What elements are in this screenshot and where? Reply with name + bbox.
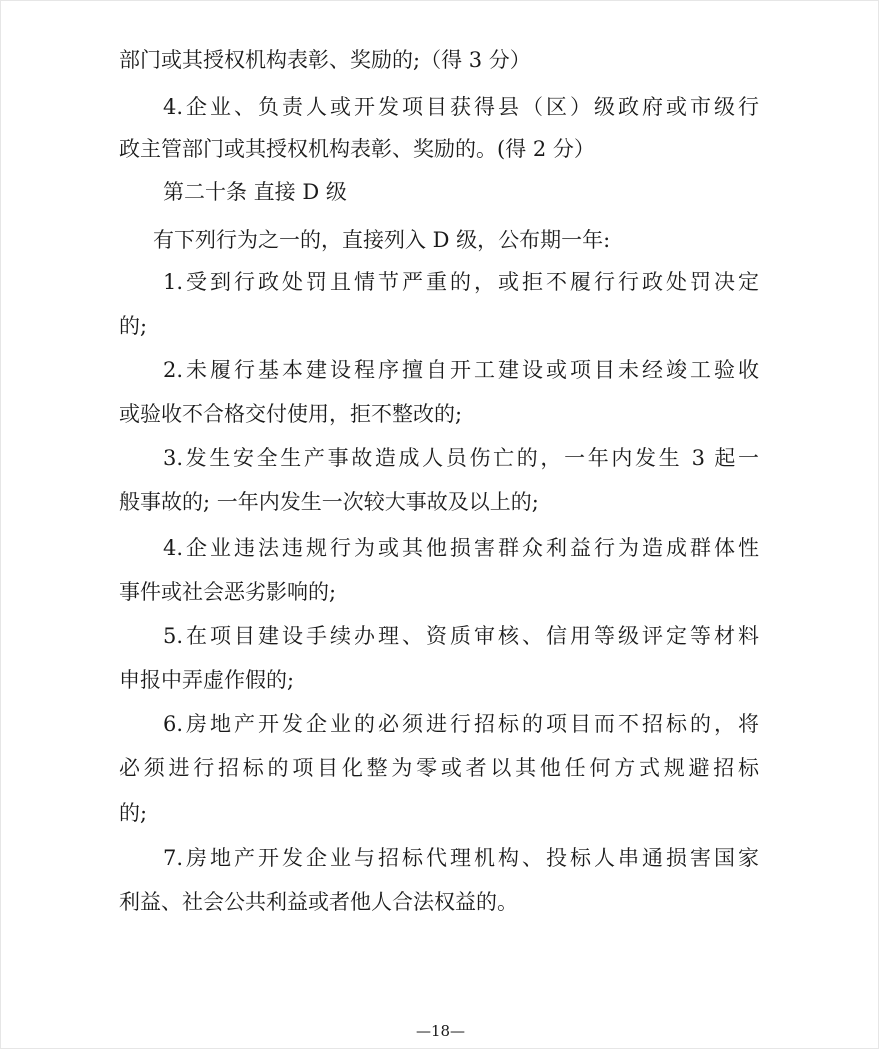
text-line: 6.房地产开发企业的必须进行招标的项目而不招标的，将 (163, 712, 759, 736)
text-line: 般事故的; 一年内发生一次较大事故及以上的; (119, 490, 539, 514)
page-number: —18— (415, 1022, 466, 1040)
text-line: 事件或社会恶劣影响的; (119, 580, 337, 604)
text-line: 利益、社会公共利益或者他人合法权益的。 (119, 890, 518, 914)
text-line: 4.企业违法违规行为或其他损害群众利益行为造成群体性 (163, 536, 759, 560)
text-line: 部门或其授权机构表彰、奖励的;（得 3 分） (119, 48, 531, 72)
text-line: 1.受到行政处罚且情节严重的，或拒不履行行政处罚决定 (163, 270, 759, 294)
text-line: 政主管部门或其授权机构表彰、奖励的。(得 2 分） (119, 137, 595, 161)
text-line: 的; (119, 801, 148, 825)
text-line: 7.房地产开发企业与招标代理机构、投标人串通损害国家 (163, 846, 759, 870)
text-line: 4.企业、负责人或开发项目获得县（区）级政府或市级行 (163, 95, 759, 119)
text-line: 的; (119, 314, 148, 338)
article-heading: 第二十条 直接 D 级 (163, 180, 347, 204)
text-line: 或验收不合格交付使用，拒不整改的; (119, 402, 463, 426)
text-line: 3.发生安全生产事故造成人员伤亡的，一年内发生 3 起一 (163, 446, 759, 470)
text-line: 5.在项目建设手续办理、资质审核、信用等级评定等材料 (163, 624, 759, 648)
text-line: 2.未履行基本建设程序擅自开工建设或项目未经竣工验收 (163, 358, 759, 382)
text-line: 有下列行为之一的，直接列入 D 级，公布期一年: (153, 228, 611, 252)
text-line: 必须进行招标的项目化整为零或者以其他任何方式规避招标 (119, 756, 759, 780)
text-line: 申报中弄虚作假的; (119, 668, 295, 692)
